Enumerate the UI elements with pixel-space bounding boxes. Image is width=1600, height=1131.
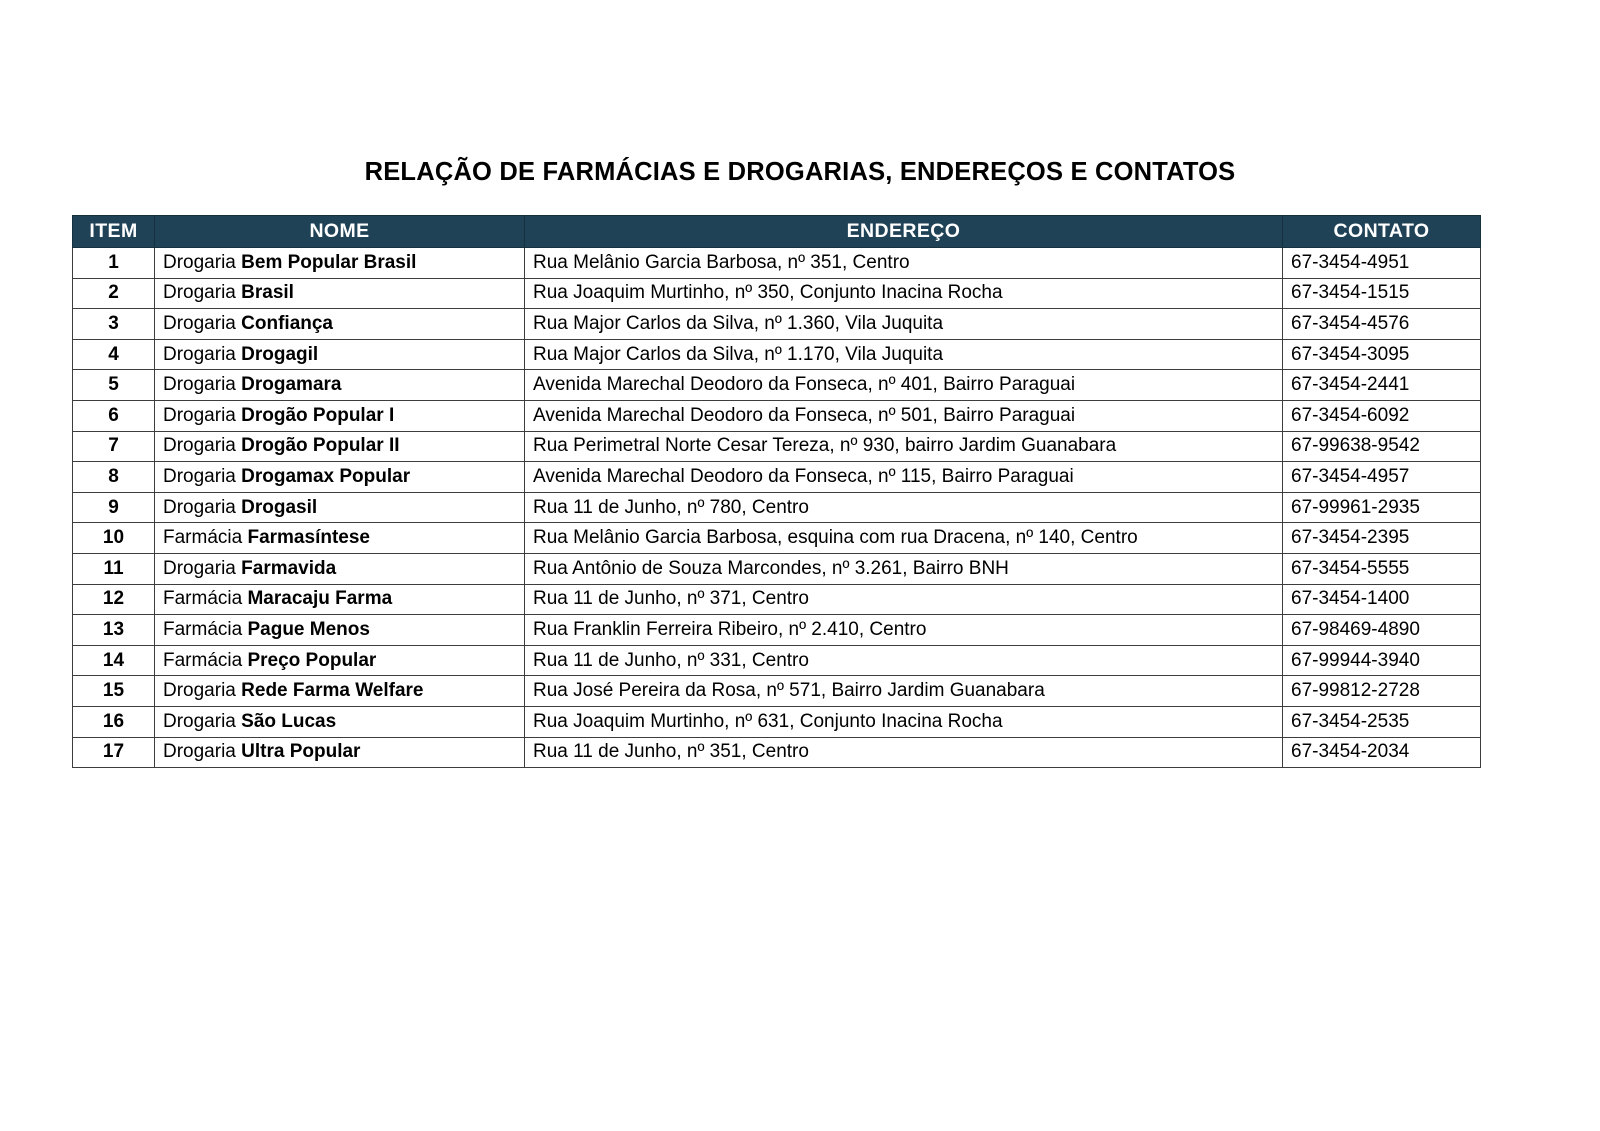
- cell-item: 17: [73, 737, 155, 768]
- table-body: [73, 248, 1481, 768]
- table-row: [73, 339, 1481, 370]
- cell-endereco: Avenida Marechal Deodoro da Fonseca, nº 401, Bairro Paraguai: [525, 370, 1283, 401]
- nome-brand: Drogamara: [241, 374, 342, 396]
- table-row: [73, 523, 1481, 554]
- cell-endereco: Rua José Pereira da Rosa, nº 571, Bairro Jardim Guanabara: [525, 676, 1283, 707]
- cell-nome: [155, 248, 525, 279]
- nome-prefix: Drogaria: [163, 710, 242, 732]
- cell-nome: [155, 462, 525, 493]
- page-title: RELAÇÃO DE FARMÁCIAS E DROGARIAS, ENDEREÇOS E CONTATOS: [364, 158, 1236, 186]
- nome-prefix: Drogaria: [163, 404, 242, 426]
- nome-prefix: Drogaria: [163, 312, 242, 334]
- nome-brand: Bem Popular Brasil: [241, 251, 417, 273]
- nome-prefix: Drogaria: [163, 435, 242, 457]
- nome-prefix: Drogaria: [163, 496, 242, 518]
- nome-brand: São Lucas: [241, 710, 337, 732]
- nome-brand: Pague Menos: [247, 618, 370, 640]
- cell-contato: 67-3454-2395: [1283, 523, 1481, 554]
- cell-endereco: Avenida Marechal Deodoro da Fonseca, nº 115, Bairro Paraguai: [525, 462, 1283, 493]
- nome-prefix: Drogaria: [163, 282, 242, 304]
- table-row: [73, 645, 1481, 676]
- table-row: [73, 431, 1481, 462]
- cell-nome: [155, 553, 525, 584]
- nome-brand: Rede Farma Welfare: [241, 680, 424, 702]
- cell-item: 9: [73, 492, 155, 523]
- cell-item: 15: [73, 676, 155, 707]
- nome-brand: Drogão Popular I: [241, 404, 395, 426]
- table-row: [73, 248, 1481, 279]
- nome-brand: Drogagil: [241, 343, 319, 365]
- nome-prefix: Drogaria: [163, 251, 242, 273]
- nome-prefix: Farmácia: [163, 618, 248, 640]
- nome-prefix: Drogaria: [163, 741, 242, 763]
- cell-nome: [155, 584, 525, 615]
- cell-item: 5: [73, 370, 155, 401]
- cell-nome: [155, 737, 525, 768]
- cell-nome: [155, 706, 525, 737]
- cell-endereco: Rua Antônio de Souza Marcondes, nº 3.261, Bairro BNH: [525, 553, 1283, 584]
- cell-endereco: Rua 11 de Junho, nº 331, Centro: [525, 645, 1283, 676]
- cell-contato: 67-3454-2535: [1283, 706, 1481, 737]
- cell-endereco: Rua Franklin Ferreira Ribeiro, nº 2.410, Centro: [525, 615, 1283, 646]
- cell-item: 7: [73, 431, 155, 462]
- nome-brand: Farmasíntese: [247, 527, 370, 549]
- nome-brand: Preço Popular: [247, 649, 377, 671]
- nome-brand: Brasil: [241, 282, 294, 304]
- cell-nome: [155, 492, 525, 523]
- nome-brand: Drogasil: [241, 496, 318, 518]
- cell-contato: 67-3454-5555: [1283, 553, 1481, 584]
- cell-contato: 67-98469-4890: [1283, 615, 1481, 646]
- cell-endereco: Avenida Marechal Deodoro da Fonseca, nº 501, Bairro Paraguai: [525, 400, 1283, 431]
- cell-item: 3: [73, 309, 155, 340]
- table-header: [73, 216, 1481, 248]
- table-row: [73, 706, 1481, 737]
- table-row: [73, 462, 1481, 493]
- table-row: [73, 370, 1481, 401]
- cell-contato: 67-3454-4957: [1283, 462, 1481, 493]
- cell-item: 11: [73, 553, 155, 584]
- cell-item: 4: [73, 339, 155, 370]
- cell-contato: 67-99944-3940: [1283, 645, 1481, 676]
- column-header-nome: NOME: [155, 216, 525, 248]
- cell-nome: [155, 431, 525, 462]
- cell-contato: 67-3454-2034: [1283, 737, 1481, 768]
- cell-contato: 67-99812-2728: [1283, 676, 1481, 707]
- cell-contato: 67-3454-3095: [1283, 339, 1481, 370]
- cell-item: 12: [73, 584, 155, 615]
- nome-prefix: Drogaria: [163, 343, 242, 365]
- cell-nome: [155, 339, 525, 370]
- table-row: [73, 676, 1481, 707]
- nome-prefix: Farmácia: [163, 649, 248, 671]
- cell-nome: [155, 400, 525, 431]
- cell-item: 16: [73, 706, 155, 737]
- cell-endereco: Rua Joaquim Murtinho, nº 350, Conjunto Inacina Rocha: [525, 278, 1283, 309]
- cell-item: 2: [73, 278, 155, 309]
- table-header-row: [73, 216, 1481, 248]
- nome-brand: Maracaju Farma: [247, 588, 393, 610]
- pharmacies-table-container: [72, 215, 1480, 768]
- nome-prefix: Drogaria: [163, 465, 242, 487]
- cell-nome: [155, 523, 525, 554]
- cell-endereco: Rua 11 de Junho, nº 780, Centro: [525, 492, 1283, 523]
- cell-contato: 67-3454-6092: [1283, 400, 1481, 431]
- cell-contato: 67-99961-2935: [1283, 492, 1481, 523]
- cell-contato: 67-3454-4576: [1283, 309, 1481, 340]
- cell-item: 13: [73, 615, 155, 646]
- cell-endereco: Rua Major Carlos da Silva, nº 1.360, Vila Juquita: [525, 309, 1283, 340]
- cell-nome: [155, 615, 525, 646]
- column-header-item: ITEM: [73, 216, 155, 248]
- nome-brand: Confiança: [241, 312, 334, 334]
- nome-prefix: Drogaria: [163, 680, 242, 702]
- cell-contato: 67-3454-1400: [1283, 584, 1481, 615]
- cell-item: 8: [73, 462, 155, 493]
- cell-endereco: Rua Major Carlos da Silva, nº 1.170, Vila Juquita: [525, 339, 1283, 370]
- cell-endereco: Rua Melânio Garcia Barbosa, nº 351, Centro: [525, 248, 1283, 279]
- cell-contato: 67-3454-1515: [1283, 278, 1481, 309]
- cell-endereco: Rua Joaquim Murtinho, nº 631, Conjunto Inacina Rocha: [525, 706, 1283, 737]
- column-header-endereco: ENDEREÇO: [525, 216, 1283, 248]
- column-header-contato: CONTATO: [1283, 216, 1481, 248]
- table-row: [73, 492, 1481, 523]
- nome-prefix: Farmácia: [163, 588, 248, 610]
- cell-nome: [155, 645, 525, 676]
- table-row: [73, 400, 1481, 431]
- table-row: [73, 309, 1481, 340]
- cell-contato: 67-3454-2441: [1283, 370, 1481, 401]
- cell-item: 6: [73, 400, 155, 431]
- cell-contato: 67-99638-9542: [1283, 431, 1481, 462]
- cell-item: 10: [73, 523, 155, 554]
- cell-endereco: Rua 11 de Junho, nº 371, Centro: [525, 584, 1283, 615]
- pharmacies-table: [72, 215, 1481, 768]
- cell-contato: 67-3454-4951: [1283, 248, 1481, 279]
- nome-prefix: Farmácia: [163, 527, 248, 549]
- cell-nome: [155, 278, 525, 309]
- cell-item: 14: [73, 645, 155, 676]
- nome-brand: Farmavida: [241, 557, 337, 579]
- cell-endereco: Rua Melânio Garcia Barbosa, esquina com rua Dracena, nº 140, Centro: [525, 523, 1283, 554]
- cell-nome: [155, 676, 525, 707]
- table-row: [73, 278, 1481, 309]
- table-row: [73, 737, 1481, 768]
- cell-nome: [155, 309, 525, 340]
- nome-brand: Drogão Popular II: [241, 435, 400, 457]
- table-row: [73, 553, 1481, 584]
- nome-brand: Ultra Popular: [241, 741, 361, 763]
- nome-prefix: Drogaria: [163, 374, 242, 396]
- cell-item: 1: [73, 248, 155, 279]
- nome-brand: Drogamax Popular: [241, 465, 411, 487]
- cell-nome: [155, 370, 525, 401]
- cell-endereco: Rua Perimetral Norte Cesar Tereza, nº 930, bairro Jardim Guanabara: [525, 431, 1283, 462]
- nome-prefix: Drogaria: [163, 557, 242, 579]
- table-row: [73, 615, 1481, 646]
- table-row: [73, 584, 1481, 615]
- cell-endereco: Rua 11 de Junho, nº 351, Centro: [525, 737, 1283, 768]
